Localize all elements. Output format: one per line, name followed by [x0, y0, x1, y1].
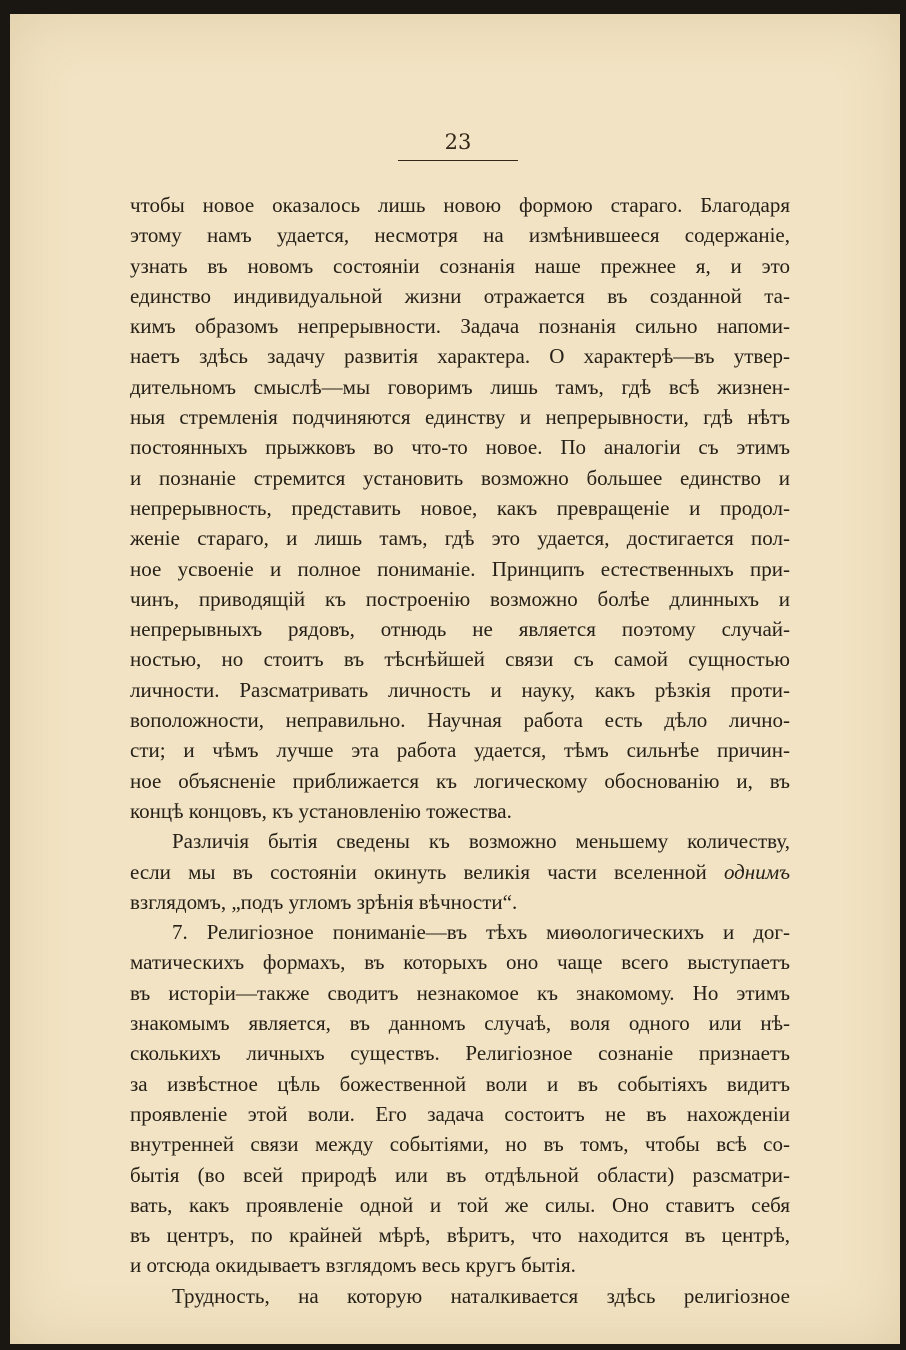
text-line: и отсюда окидываетъ взглядомъ весь кругъ бытія. [130, 1253, 576, 1278]
text-line: женіе стараго, и лишь тамъ, гдѣ это удается, достигается пол- [130, 526, 790, 551]
text-line: воположности, неправильно. Научная работа есть дѣло лично- [130, 708, 790, 733]
text-line: ное усвоеніе и полное пониманіе. Принципъ естественныхъ при- [130, 556, 790, 581]
text-segment: если мы въ состояніи окинуть великія части вселенной [130, 859, 707, 884]
text-line: дительномъ смыслѣ—мы говоримъ лишь тамъ, гдѣ всѣ жизнен- [130, 374, 790, 399]
emphasis-word: однимъ [723, 859, 791, 884]
text-line: матическихъ формахъ, въ которыхъ оно чаще всего выступаетъ [130, 950, 790, 975]
book-page [10, 14, 900, 1344]
text-line: концѣ концовъ, къ установленію тожества. [130, 798, 512, 823]
text-line: узнать въ новомъ состояніи сознанія наше прежнее я, и это [130, 253, 790, 278]
text-line: личности. Разсматривать личность и науку, какъ рѣзкія проти- [130, 677, 790, 702]
text-line: бытія (во всей природѣ или въ отдѣльной области) разсматри- [130, 1162, 790, 1187]
text-line: наетъ здѣсь задачу развитія характера. О характерѣ—въ утвер- [130, 344, 790, 369]
page-number: 23 [444, 130, 472, 154]
text-line: 7. Религіозное пониманіе—въ тѣхъ миѳологическихъ и дог- [172, 920, 790, 945]
text-line: внутренней связи между событіями, но въ томъ, чтобы всѣ со- [130, 1132, 790, 1157]
text-line: взглядомъ, „подъ угломъ зрѣнія вѣчности“. [130, 889, 518, 914]
text-line: ное объясненіе приближается къ логическому обоснованію и, въ [130, 768, 790, 793]
text-line: Различія бытія сведены къ возможно меньшему количеству, [172, 829, 790, 854]
text-line: чинъ, приводящій къ построенію возможно болѣе длинныхъ и [130, 586, 790, 611]
text-line-with-emphasis [130, 857, 790, 887]
text-line: за извѣстное цѣль божественной воли и въ событіяхъ видитъ [130, 1071, 790, 1096]
text-line: непрерывныхъ рядовъ, отнюдь не является поэтому случай- [130, 617, 790, 642]
text-line: ностью, но стоитъ въ тѣснѣйшей связи съ самой сущностью [130, 647, 790, 672]
text-line: вать, какъ проявленіе одной и той же силы. Оно ставитъ себя [130, 1192, 790, 1217]
text-line: этому намъ удается, несмотря на измѣнившееся содержаніе, [130, 223, 790, 248]
text-line: сти; и чѣмъ лучше эта работа удается, тѣмъ сильнѣе причин- [130, 738, 790, 763]
text-line: въ исторіи—также сводитъ незнакомое къ знакомому. Но этимъ [130, 980, 790, 1005]
text-line: непрерывность, представить новое, какъ превращеніе и продол- [130, 495, 790, 520]
text-line: проявленіе этой воли. Его задача состоитъ не въ нахожденіи [130, 1101, 790, 1126]
text-line: Трудность, на которую наталкивается здѣсь религіозное [172, 1283, 790, 1308]
text-line: кимъ образомъ непрерывности. Задача познанія сильно напоми- [130, 314, 790, 339]
text-line: въ центръ, по крайней мѣрѣ, вѣритъ, что находится въ центрѣ, [130, 1223, 790, 1248]
text-line: чтобы новое оказалось лишь новою формою стараго. Благодаря [130, 193, 790, 217]
text-line: единство индивидуальной жизни отражается въ созданной та- [130, 283, 790, 308]
text-line: сколькихъ личныхъ существъ. Религіозное сознаніе признаетъ [130, 1041, 790, 1066]
text-line: ныя стремленія подчиняются единству и непрерывности, гдѣ нѣтъ [130, 405, 790, 430]
text-line: и познаніе стремится установить возможно большее единство и [130, 465, 790, 490]
page-number-rule [398, 160, 518, 161]
body-text [130, 190, 790, 1311]
text-line: знакомымъ является, въ данномъ случаѣ, воля одного или нѣ- [130, 1011, 790, 1036]
text-line: постоянныхъ прыжковъ во что-то новое. По аналогіи съ этимъ [130, 435, 790, 460]
